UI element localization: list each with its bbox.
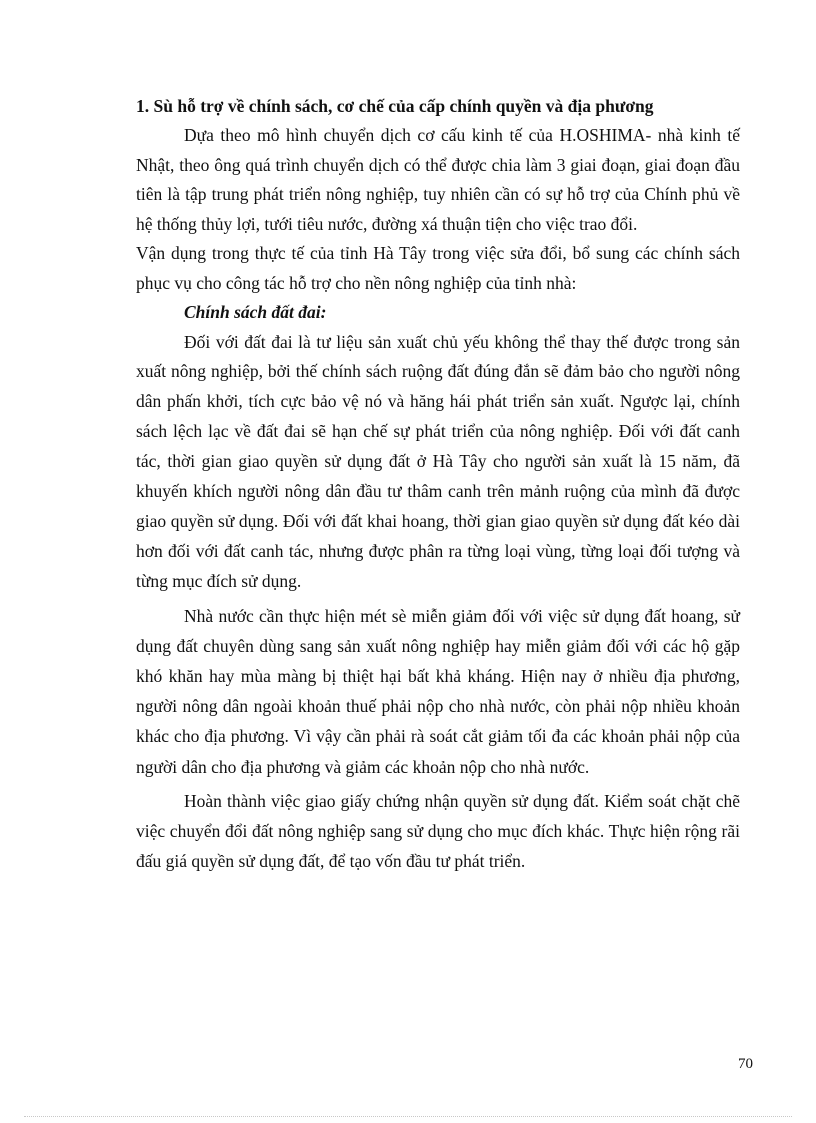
paragraph-ha-tay-application: Vận dụng trong thực tế của tỉnh Hà Tây trong việc sửa đổi, bổ sung các chính sách phục vụ cho công tác hỗ trợ cho nền nông nghiệp của tỉnh nhà: <box>136 243 740 293</box>
page-number: 70 <box>738 1056 753 1072</box>
section-heading: 1. Sù hỗ trợ về chính sách, cơ chế của cấp chính quyền và địa phương <box>136 96 654 116</box>
subheading-land-policy: Chính sách đất đai: <box>184 302 327 322</box>
paragraph-land-certificates: Hoàn thành việc giao giấy chứng nhận quyền sử dụng đất. Kiểm soát chặt chẽ việc chuyển đổi đất nông nghiệp sang sử dụng cho mục đích khác. Thực hiện rộng rãi đấu giá quyền sử dụng đất, để tạo vốn đầu tư phát triển. <box>136 790 740 871</box>
paragraph-land-policy: Đối với đất đai là tư liệu sản xuất chủ yếu không thể thay thế được trong sản xuất nông nghiệp, bởi thế chính sách ruộng đất đúng đắn sẽ đảm bảo cho người nông dân phấn khởi, tích cực bảo vệ nó và hăng hái phát triển sản xuất. Ngược lại, chính sách lệch lạc về đất đai sẽ hạn chế sự phát triển của nông nghiệp. Đối với đất canh tác, thời gian giao quyền sử dụng đất ở Hà Tây cho người sản xuất là 15 năm, đã khuyến khích người nông dân đầu tư thâm canh trên mảnh ruộng của mình đã được giao quyền sử dụng. Đối với đất khai hoang, thời gian giao quyền sử dụng đất kéo dài hơn đối với đất canh tác, nhưng được phân ra từng loại vùng, từng loại đối tượng và từng mục đích sử dụng. <box>136 331 740 591</box>
page-bottom-divider <box>24 1116 792 1117</box>
paragraph-oshima-model: Dựa theo mô hình chuyển dịch cơ cấu kinh tế của H.OSHIMA- nhà kinh tế Nhật, theo ông quá trình chuyển dịch có thể được chia làm 3 giai đoạn, giai đoạn đầu tiên là tập trung phát triển nông nghiệp, tuy nhiên cần có sự hỗ trợ của Chính phủ về hệ thống thủy lợi, tưới tiêu nước, đường xá thuận tiện cho việc trao đổi. <box>136 125 740 234</box>
page-body <box>136 92 740 876</box>
paragraph-tax-exemption: Nhà nước cần thực hiện mét sè miễn giảm đối với việc sử dụng đất hoang, sử dụng đất chuyên dùng sang sản xuất nông nghiệp hay miễn giảm đối với các hộ gặp khó khăn hay mùa màng bị thiệt hại bất khả kháng. Hiện nay ở nhiều địa phương, người nông dân ngoài khoản thuế phải nộp cho nhà nước, còn phải nộp nhiều khoản khác cho địa phương. Vì vậy cần phải rà soát cắt giảm tối đa các khoản phải nộp của người dân cho địa phương và giảm các khoản nộp cho nhà nước. <box>136 605 740 777</box>
